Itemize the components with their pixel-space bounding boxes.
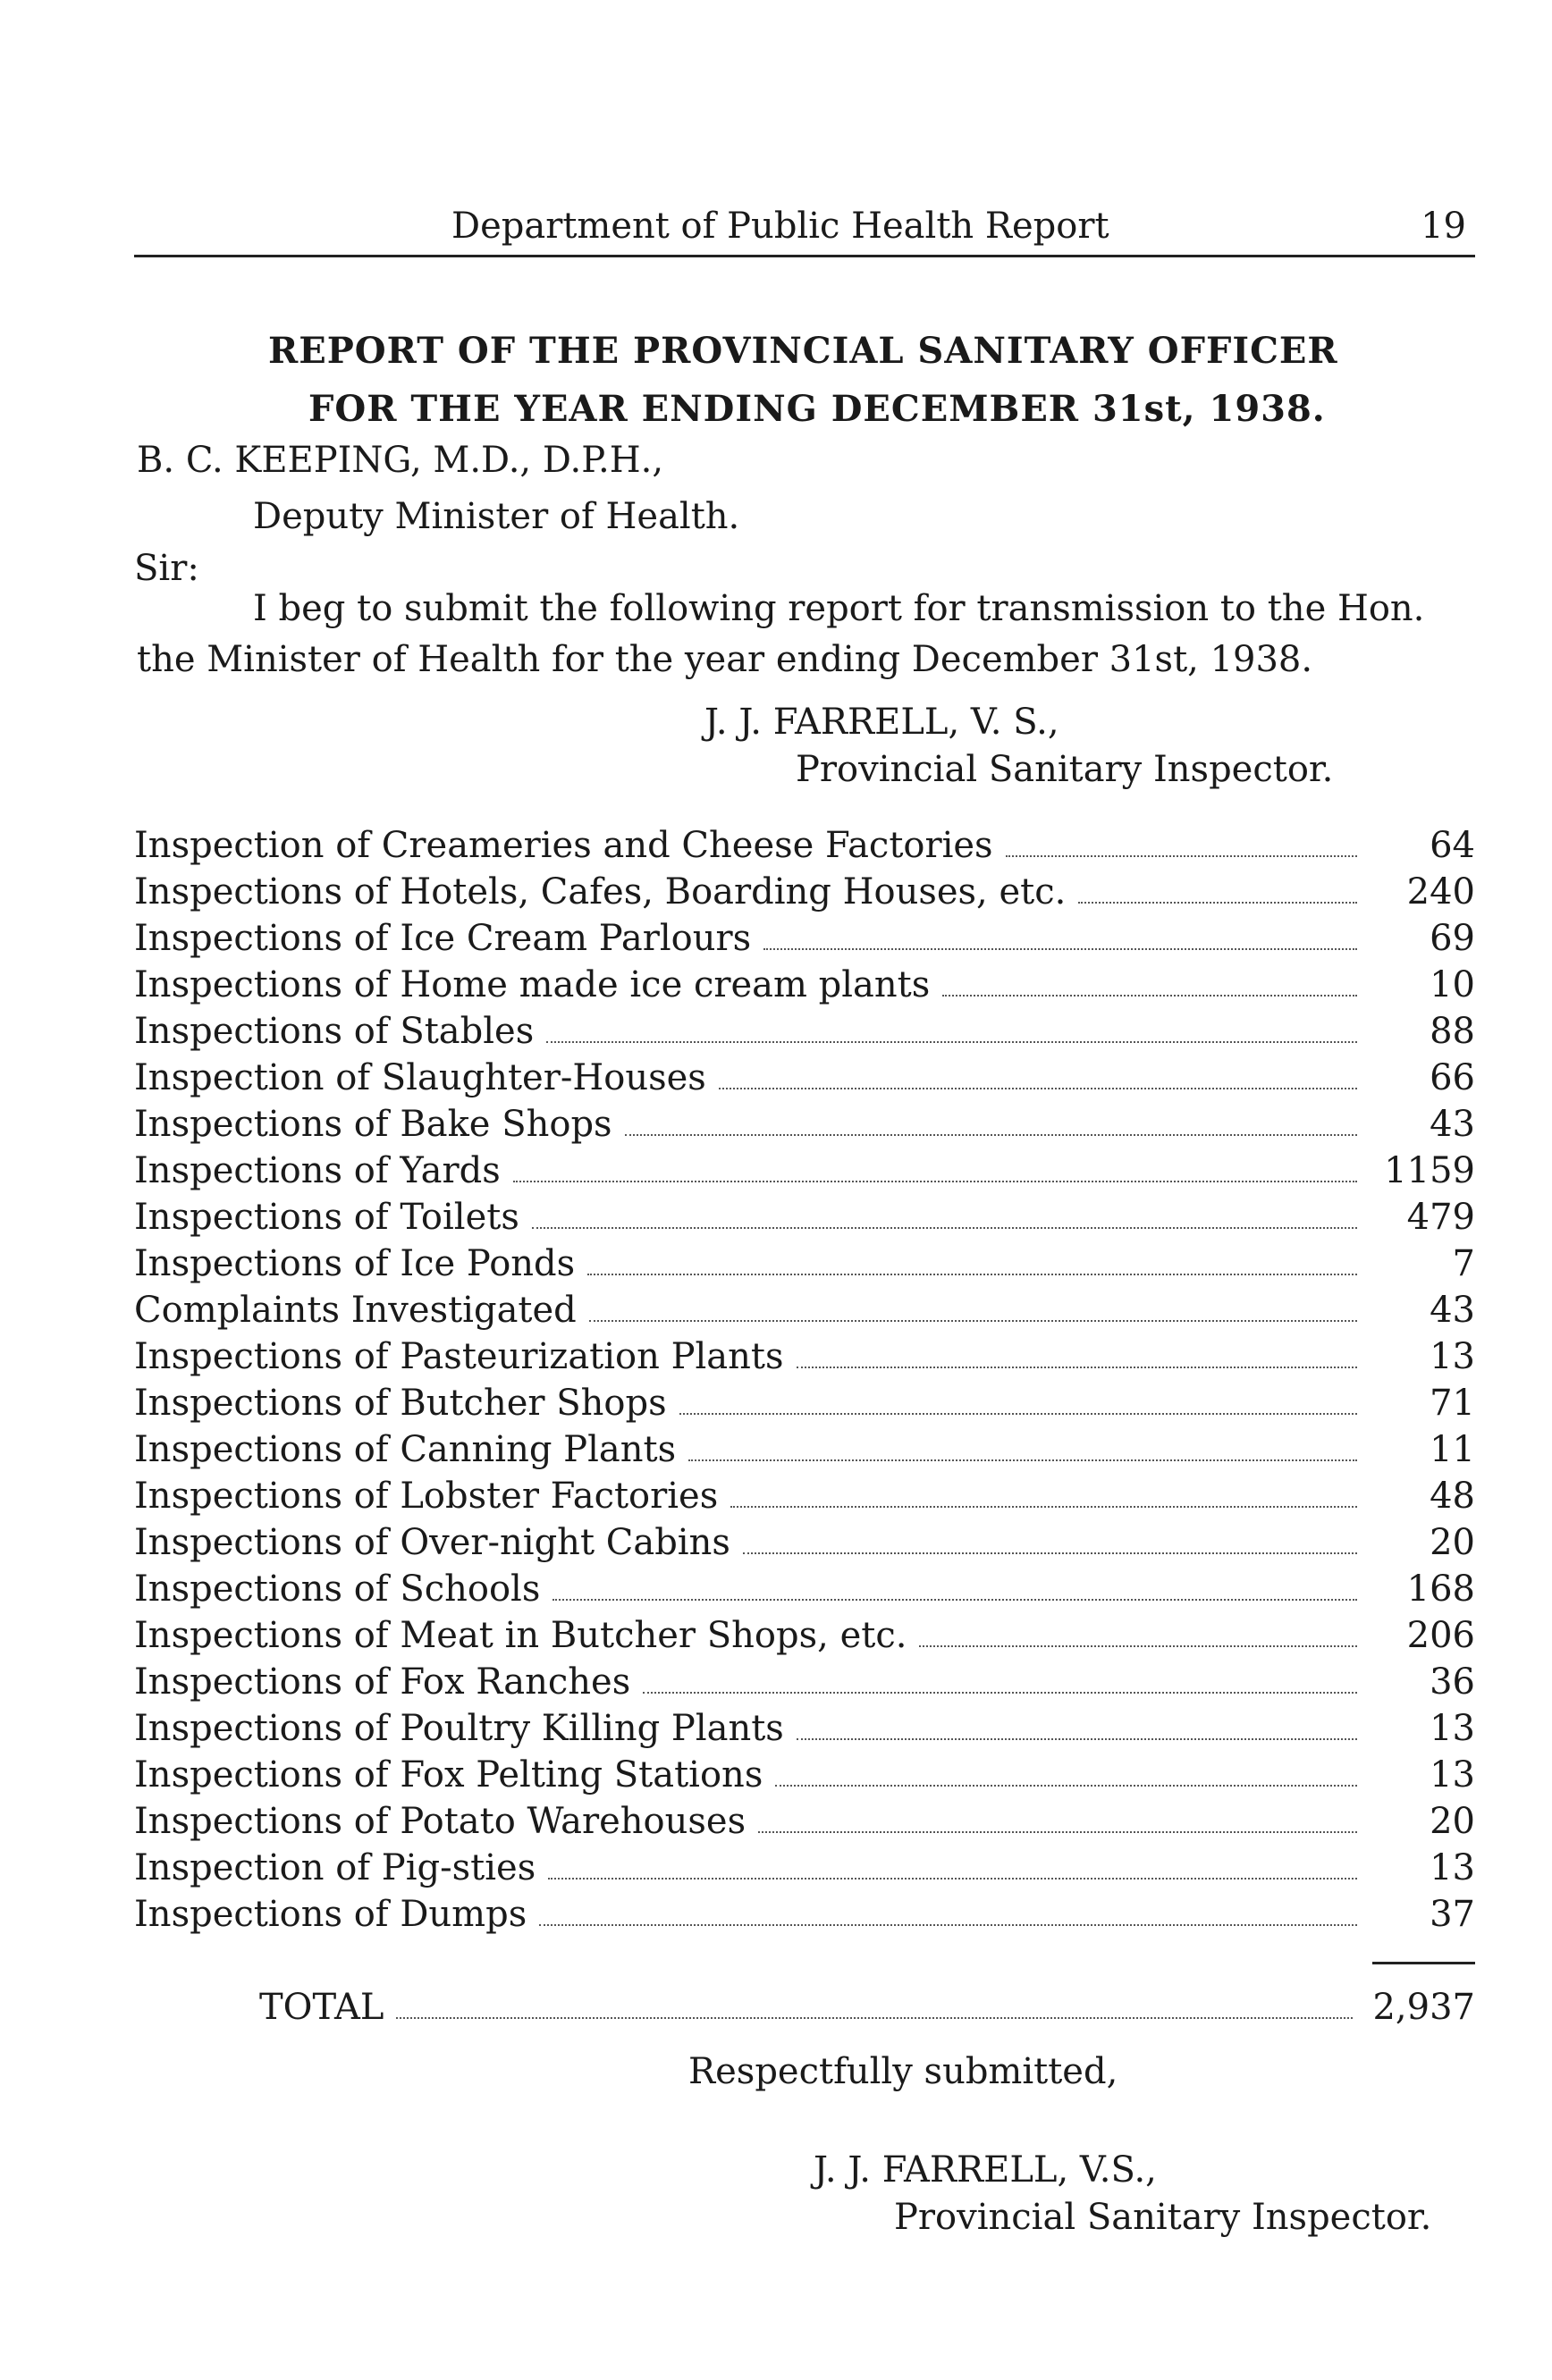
leader-dots xyxy=(719,1088,1357,1089)
leader-dots xyxy=(625,1134,1357,1136)
entry-value: 240 xyxy=(1406,871,1475,912)
list-item xyxy=(134,1752,1475,1798)
leader-dots xyxy=(743,1552,1357,1554)
entry-value: 20 xyxy=(1430,1801,1475,1842)
leader-dots xyxy=(919,1645,1357,1647)
list-item xyxy=(134,962,1475,1008)
leader-dots xyxy=(396,2017,1353,2019)
list-item xyxy=(134,869,1475,915)
leader-dots xyxy=(797,1367,1357,1368)
leader-dots xyxy=(546,1041,1357,1043)
list-item xyxy=(134,1519,1475,1566)
entry-label: Inspections of Pasteurization Plants xyxy=(134,1336,784,1377)
entry-label: Inspections of Hotels, Cafes, Boarding Houses, etc. xyxy=(134,871,1067,912)
salutation: Sir: xyxy=(134,548,199,589)
signature-top-name: J. J. FARRELL, V. S., xyxy=(704,702,1059,743)
entry-value: 43 xyxy=(1430,1104,1475,1145)
list-item xyxy=(134,1333,1475,1380)
list-item xyxy=(134,1845,1475,1891)
entry-value: 37 xyxy=(1430,1894,1475,1935)
entry-value: 43 xyxy=(1430,1290,1475,1331)
entry-value: 88 xyxy=(1430,1011,1475,1052)
report-title-line-2: FOR THE YEAR ENDING DECEMBER 31st, 1938. xyxy=(308,388,1326,430)
entry-label: Inspections of Fox Pelting Stations xyxy=(134,1754,763,1796)
intro-line-1: I beg to submit the following report for transmission to the Hon. xyxy=(253,588,1425,629)
entry-value: 11 xyxy=(1430,1429,1475,1470)
leader-dots xyxy=(797,1738,1357,1740)
entry-value: 479 xyxy=(1406,1197,1475,1238)
addressee-name: B. C. KEEPING, M.D., D.P.H., xyxy=(137,440,664,481)
list-item xyxy=(134,1240,1475,1287)
leader-dots xyxy=(679,1413,1357,1415)
entry-value: 71 xyxy=(1430,1383,1475,1424)
entry-label: Inspections of Toilets xyxy=(134,1197,519,1238)
entry-value: 48 xyxy=(1430,1476,1475,1517)
leader-dots xyxy=(730,1506,1357,1508)
entry-label: Inspections of Dumps xyxy=(134,1894,527,1935)
list-item xyxy=(134,1148,1475,1194)
leader-dots xyxy=(589,1320,1357,1322)
entry-label: Inspection of Pig-sties xyxy=(134,1847,536,1888)
list-item xyxy=(134,1055,1475,1101)
intro-line-2: the Minister of Health for the year ending December 31st, 1938. xyxy=(137,639,1313,680)
report-title-line-1: REPORT OF THE PROVINCIAL SANITARY OFFICER xyxy=(268,330,1338,372)
report-title xyxy=(268,322,1338,438)
leader-dots xyxy=(587,1274,1357,1275)
entry-label: Inspections of Potato Warehouses xyxy=(134,1801,746,1842)
entry-label: Inspections of Butcher Shops xyxy=(134,1383,667,1424)
list-item xyxy=(134,1659,1475,1705)
running-title: Department of Public Health Report xyxy=(451,206,1109,247)
closing: Respectfully submitted, xyxy=(688,2051,1118,2092)
leader-dots xyxy=(548,1878,1357,1880)
list-item xyxy=(134,1798,1475,1845)
entry-value: 13 xyxy=(1430,1754,1475,1796)
list-item xyxy=(134,1705,1475,1752)
leader-dots xyxy=(532,1227,1357,1229)
entry-label: Complaints Investigated xyxy=(134,1290,577,1331)
signature-bottom-title: Provincial Sanitary Inspector. xyxy=(894,2197,1432,2238)
entry-label: Inspections of Yards xyxy=(134,1150,501,1191)
total-row xyxy=(259,1984,1475,2031)
leader-dots xyxy=(763,948,1357,950)
entry-value: 7 xyxy=(1452,1243,1475,1284)
leader-dots xyxy=(643,1692,1357,1694)
entry-value: 10 xyxy=(1430,964,1475,1005)
addressee-title: Deputy Minister of Health. xyxy=(253,496,740,537)
entry-label: Inspections of Home made ice cream plants xyxy=(134,964,931,1005)
entry-value: 36 xyxy=(1430,1661,1475,1703)
page-number: 19 xyxy=(1421,206,1466,247)
list-item xyxy=(134,1891,1475,1938)
list-item xyxy=(134,1566,1475,1612)
leader-dots xyxy=(539,1924,1357,1926)
list-item xyxy=(134,1612,1475,1659)
total-rule xyxy=(1372,1962,1475,1964)
entry-value: 69 xyxy=(1430,918,1475,959)
entry-label: Inspections of Over-night Cabins xyxy=(134,1522,730,1563)
leader-dots xyxy=(942,995,1357,997)
list-item xyxy=(134,1473,1475,1519)
entry-value: 66 xyxy=(1430,1057,1475,1098)
leader-dots xyxy=(513,1181,1357,1182)
entry-label: Inspections of Poultry Killing Plants xyxy=(134,1708,784,1749)
entry-label: Inspections of Stables xyxy=(134,1011,535,1052)
entry-value: 168 xyxy=(1406,1568,1475,1610)
signature-bottom-name: J. J. FARRELL, V.S., xyxy=(814,2149,1157,2191)
entry-label: Inspection of Creameries and Cheese Factories xyxy=(134,825,993,866)
entry-label: Inspections of Bake Shops xyxy=(134,1104,612,1145)
entry-label: Inspections of Ice Cream Parlours xyxy=(134,918,752,959)
leader-dots xyxy=(758,1831,1357,1833)
entry-value: 1159 xyxy=(1384,1150,1475,1191)
total-value: 2,937 xyxy=(1372,1987,1475,2028)
entry-value: 13 xyxy=(1430,1847,1475,1888)
entry-value: 20 xyxy=(1430,1522,1475,1563)
leader-dots xyxy=(1078,902,1357,904)
leader-dots xyxy=(1006,855,1357,857)
leader-dots xyxy=(552,1599,1357,1601)
inspection-list xyxy=(134,822,1475,1938)
signature-top-title: Provincial Sanitary Inspector. xyxy=(796,749,1334,790)
list-item xyxy=(134,1287,1475,1333)
leader-dots xyxy=(775,1785,1357,1787)
list-item xyxy=(134,1380,1475,1426)
entry-label: Inspections of Ice Ponds xyxy=(134,1243,576,1284)
list-item xyxy=(134,1101,1475,1148)
list-item xyxy=(134,915,1475,962)
entry-value: 206 xyxy=(1406,1615,1475,1656)
list-item xyxy=(134,1008,1475,1055)
list-item xyxy=(134,1426,1475,1473)
entry-value: 13 xyxy=(1430,1708,1475,1749)
page-header xyxy=(134,201,1475,257)
entry-value: 13 xyxy=(1430,1336,1475,1377)
entry-label: Inspections of Canning Plants xyxy=(134,1429,677,1470)
entry-label: Inspections of Fox Ranches xyxy=(134,1661,631,1703)
entry-label: Inspection of Slaughter-Houses xyxy=(134,1057,706,1098)
list-item xyxy=(134,822,1475,869)
list-item xyxy=(134,1194,1475,1240)
entry-value: 64 xyxy=(1430,825,1475,866)
entry-label: Inspections of Meat in Butcher Shops, etc. xyxy=(134,1615,907,1656)
entry-label: Inspections of Schools xyxy=(134,1568,541,1610)
entry-label: Inspections of Lobster Factories xyxy=(134,1476,719,1517)
total-label: TOTAL xyxy=(259,1987,384,2028)
leader-dots xyxy=(688,1459,1357,1461)
